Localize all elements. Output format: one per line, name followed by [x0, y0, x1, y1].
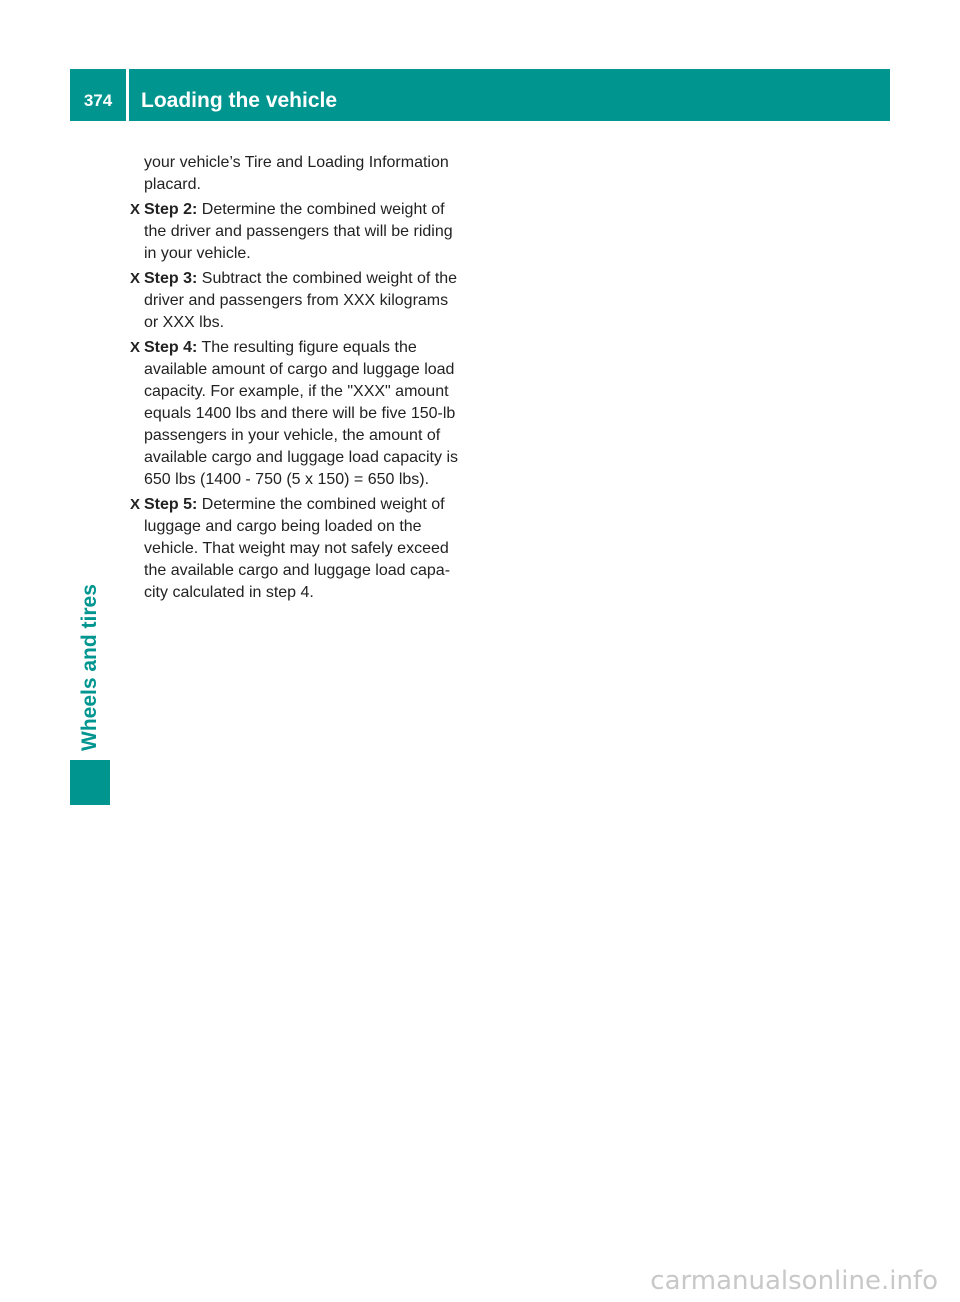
- section-title: Loading the vehicle: [141, 89, 338, 112]
- step-3: [130, 268, 460, 334]
- step-label: Step 3:: [144, 270, 198, 287]
- header-divider: [126, 69, 129, 121]
- step-5: [130, 494, 460, 604]
- step-label: Step 2:: [144, 201, 198, 218]
- step-label: Step 4:: [144, 339, 198, 356]
- page-number: 374: [83, 91, 113, 110]
- side-tab-label: Wheels and tires: [78, 584, 101, 751]
- x-marker-icon: X: [130, 339, 141, 356]
- step-text: Subtract the combined weight of the driver and passengers from XXX kilograms or XXX lbs.: [144, 270, 458, 331]
- step-text: Determine the combined weight of the driver and passengers that will be riding in your vehicle.: [144, 201, 453, 262]
- step-4: [130, 337, 460, 491]
- intro-paragraph: your vehicle’s Tire and Loading Information placard.: [144, 154, 449, 193]
- x-marker-icon: X: [130, 270, 141, 287]
- x-marker-icon: X: [130, 201, 141, 218]
- step-label: Step 5:: [144, 496, 198, 513]
- content-column: [130, 152, 460, 607]
- x-marker-icon: X: [130, 496, 141, 513]
- side-tab-block: [70, 760, 110, 805]
- step-text: Determine the combined weight of luggage and cargo being loaded on the vehicle. That weight may not safely exceed the available cargo and luggage load capacity calculated in step 4.: [144, 496, 451, 601]
- watermark: carmanualsonline.info: [650, 1266, 938, 1296]
- step-2: [130, 199, 460, 265]
- step-text: The resulting figure equals the available amount of cargo and luggage load capacity. For example, if the "XXX" amount equals 1400 lbs and there will be five 150-lb passengers in your vehicle, the amount of available cargo and luggage load capacity is 650 lbs (1400 - 750 (5 x 150) = 650 lbs).: [144, 339, 458, 488]
